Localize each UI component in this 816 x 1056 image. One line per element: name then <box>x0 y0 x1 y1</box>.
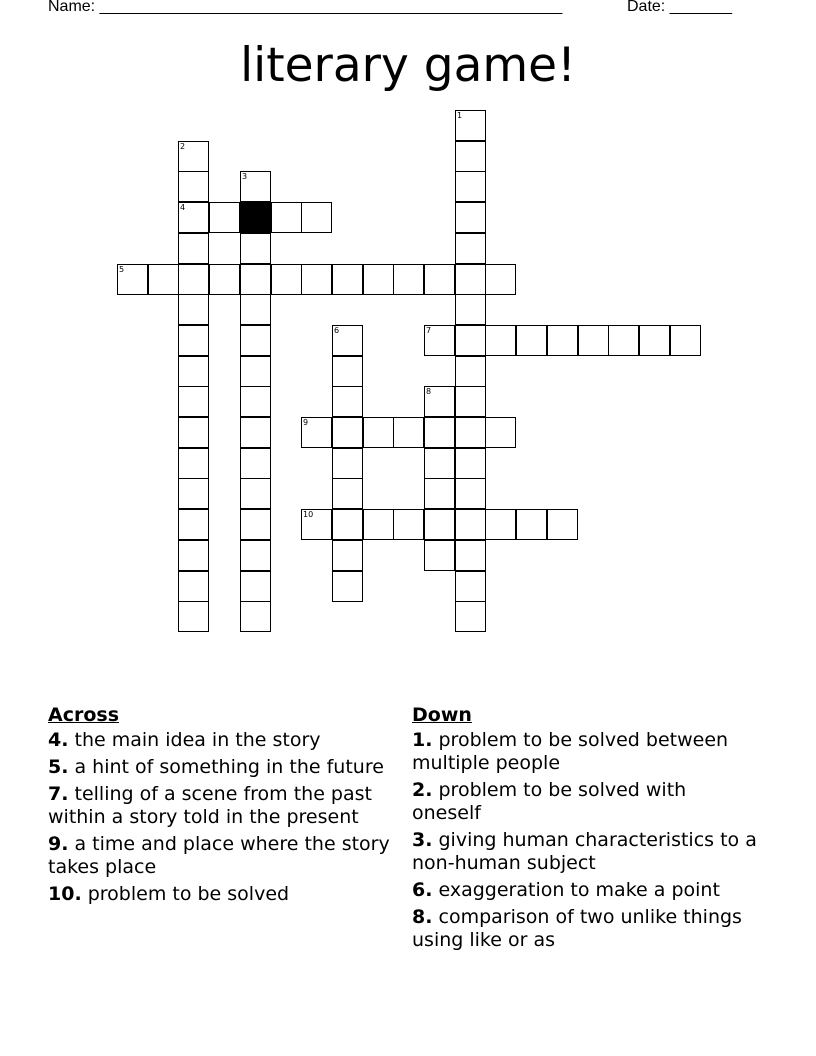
block-cell <box>240 202 271 233</box>
across-clues <box>48 704 393 910</box>
clue-item-number: 6. <box>412 879 433 901</box>
grid-cell[interactable] <box>178 417 209 448</box>
clue-number: 8 <box>426 387 432 396</box>
grid-cell[interactable] <box>455 356 486 387</box>
grid-cell[interactable] <box>424 478 455 509</box>
page-title: literary game! <box>240 38 576 93</box>
date-field[interactable]: Date: _______ <box>627 0 732 15</box>
grid-cell[interactable] <box>240 448 271 479</box>
grid-cell[interactable] <box>393 417 424 448</box>
grid-cell[interactable] <box>639 325 670 356</box>
clue-item-number: 8. <box>412 906 433 928</box>
clue-item-text: problem to be solved <box>81 883 290 905</box>
grid-cell[interactable] <box>516 325 547 356</box>
grid-cell[interactable] <box>240 478 271 509</box>
grid-cell[interactable] <box>240 325 271 356</box>
grid-cell[interactable] <box>424 417 455 448</box>
grid-cell[interactable] <box>393 264 424 295</box>
grid-cell[interactable] <box>178 356 209 387</box>
clue-item-number: 5. <box>48 756 69 778</box>
grid-cell[interactable] <box>332 509 363 540</box>
clue-item-number: 1. <box>412 729 433 751</box>
grid-cell[interactable] <box>209 202 240 233</box>
down-heading: Down <box>412 704 472 726</box>
grid-cell[interactable] <box>209 264 240 295</box>
clue-item <box>48 729 393 752</box>
clue-item-text: the main idea in the story <box>68 729 321 751</box>
down-clue-list <box>412 729 757 952</box>
grid-cell[interactable] <box>455 171 486 202</box>
grid-cell[interactable] <box>332 540 363 571</box>
grid-cell[interactable] <box>393 509 424 540</box>
clue-number: 4 <box>180 203 186 212</box>
grid-cell[interactable] <box>455 141 486 172</box>
grid-cell[interactable] <box>332 478 363 509</box>
grid-cell[interactable] <box>117 264 148 295</box>
grid-cell[interactable] <box>363 264 394 295</box>
grid-cell[interactable] <box>485 417 516 448</box>
grid-cell[interactable] <box>516 509 547 540</box>
clue-item-text: giving human characteristics to a non-human subject <box>412 829 757 874</box>
clue-number: 9 <box>303 418 309 427</box>
clue-item <box>412 879 757 902</box>
grid-cell[interactable] <box>455 325 486 356</box>
grid-cell[interactable] <box>301 202 332 233</box>
clue-item <box>48 783 393 829</box>
grid-cell[interactable] <box>485 325 516 356</box>
grid-cell[interactable] <box>178 233 209 264</box>
grid-cell[interactable] <box>240 417 271 448</box>
grid-cell[interactable] <box>332 356 363 387</box>
grid-cell[interactable] <box>424 264 455 295</box>
grid-cell[interactable] <box>271 202 302 233</box>
grid-cell[interactable] <box>178 448 209 479</box>
grid-cell[interactable] <box>240 540 271 571</box>
grid-cell[interactable] <box>455 540 486 571</box>
clue-item <box>48 833 393 879</box>
grid-cell[interactable] <box>547 509 578 540</box>
clue-item <box>48 756 393 779</box>
grid-cell[interactable] <box>301 417 332 448</box>
clue-item-text: problem to be solved between multiple people <box>412 729 729 774</box>
clue-item <box>412 906 757 952</box>
grid-cell[interactable] <box>455 601 486 632</box>
grid-cell[interactable] <box>424 540 455 571</box>
grid-cell[interactable] <box>301 509 332 540</box>
grid-cell[interactable] <box>178 202 209 233</box>
grid-cell[interactable] <box>178 294 209 325</box>
grid-cell[interactable] <box>178 571 209 602</box>
grid-cell[interactable] <box>178 509 209 540</box>
grid-cell[interactable] <box>455 264 486 295</box>
grid-cell[interactable] <box>178 386 209 417</box>
clue-number: 7 <box>426 326 432 335</box>
name-field[interactable]: Name: ____________________________________________________ <box>48 0 563 15</box>
grid-cell[interactable] <box>178 325 209 356</box>
grid-cell[interactable] <box>178 601 209 632</box>
grid-cell[interactable] <box>332 386 363 417</box>
clue-item <box>412 779 757 825</box>
grid-cell[interactable] <box>240 233 271 264</box>
grid-cell[interactable] <box>455 110 486 141</box>
grid-cell[interactable] <box>332 448 363 479</box>
grid-cell[interactable] <box>424 448 455 479</box>
grid-cell[interactable] <box>178 478 209 509</box>
grid-cell[interactable] <box>301 264 332 295</box>
clue-item-number: 2. <box>412 779 433 801</box>
grid-cell[interactable] <box>240 571 271 602</box>
grid-cell[interactable] <box>455 417 486 448</box>
grid-cell[interactable] <box>455 294 486 325</box>
clue-item <box>412 729 757 775</box>
across-clue-list <box>48 729 393 906</box>
grid-cell[interactable] <box>178 264 209 295</box>
grid-cell[interactable] <box>547 325 578 356</box>
grid-cell[interactable] <box>178 141 209 172</box>
grid-cell[interactable] <box>178 540 209 571</box>
clue-number: 10 <box>303 510 314 519</box>
clue-number: 1 <box>457 111 463 120</box>
grid-cell[interactable] <box>240 356 271 387</box>
grid-cell[interactable] <box>332 571 363 602</box>
clue-number: 3 <box>242 172 248 181</box>
grid-cell[interactable] <box>332 417 363 448</box>
grid-cell[interactable] <box>424 509 455 540</box>
clue-item <box>412 829 757 875</box>
clue-item-number: 3. <box>412 829 433 851</box>
grid-cell[interactable] <box>485 264 516 295</box>
grid-cell[interactable] <box>670 325 701 356</box>
clue-item-text: problem to be solved with oneself <box>412 779 687 824</box>
grid-cell[interactable] <box>148 264 179 295</box>
clue-item-text: telling of a scene from the past within a story told in the present <box>48 783 372 828</box>
grid-cell[interactable] <box>455 509 486 540</box>
grid-cell[interactable] <box>455 202 486 233</box>
grid-cell[interactable] <box>240 509 271 540</box>
grid-cell[interactable] <box>178 171 209 202</box>
clue-number: 6 <box>334 326 340 335</box>
grid-cell[interactable] <box>424 325 455 356</box>
clue-item-number: 10. <box>48 883 82 905</box>
grid-cell[interactable] <box>240 264 271 295</box>
clue-item-number: 7. <box>48 783 69 805</box>
grid-cell[interactable] <box>271 264 302 295</box>
grid-cell[interactable] <box>240 601 271 632</box>
clue-item-number: 4. <box>48 729 69 751</box>
grid-cell[interactable] <box>455 233 486 264</box>
grid-cell[interactable] <box>363 509 394 540</box>
grid-cell[interactable] <box>485 509 516 540</box>
grid-cell[interactable] <box>240 171 271 202</box>
grid-cell[interactable] <box>424 386 455 417</box>
clue-item-text: comparison of two unlike things using like or as <box>412 906 742 951</box>
down-clues <box>412 704 757 956</box>
grid-cell[interactable] <box>240 386 271 417</box>
clue-item-text: a time and place where the story takes place <box>48 833 390 878</box>
clue-number: 5 <box>119 265 125 274</box>
clue-item-text: exaggeration to make a point <box>432 879 720 901</box>
clue-item-number: 9. <box>48 833 69 855</box>
grid-cell[interactable] <box>608 325 639 356</box>
across-heading: Across <box>48 704 120 726</box>
clue-item-text: a hint of something in the future <box>68 756 384 778</box>
grid-cell[interactable] <box>363 417 394 448</box>
grid-cell[interactable] <box>455 448 486 479</box>
grid-cell[interactable] <box>240 294 271 325</box>
grid-cell[interactable] <box>332 325 363 356</box>
clue-item <box>48 883 393 906</box>
clue-number: 2 <box>180 142 186 151</box>
grid-cell[interactable] <box>455 386 486 417</box>
grid-cell[interactable] <box>332 264 363 295</box>
grid-cell[interactable] <box>455 571 486 602</box>
grid-cell[interactable] <box>455 478 486 509</box>
grid-cell[interactable] <box>578 325 609 356</box>
